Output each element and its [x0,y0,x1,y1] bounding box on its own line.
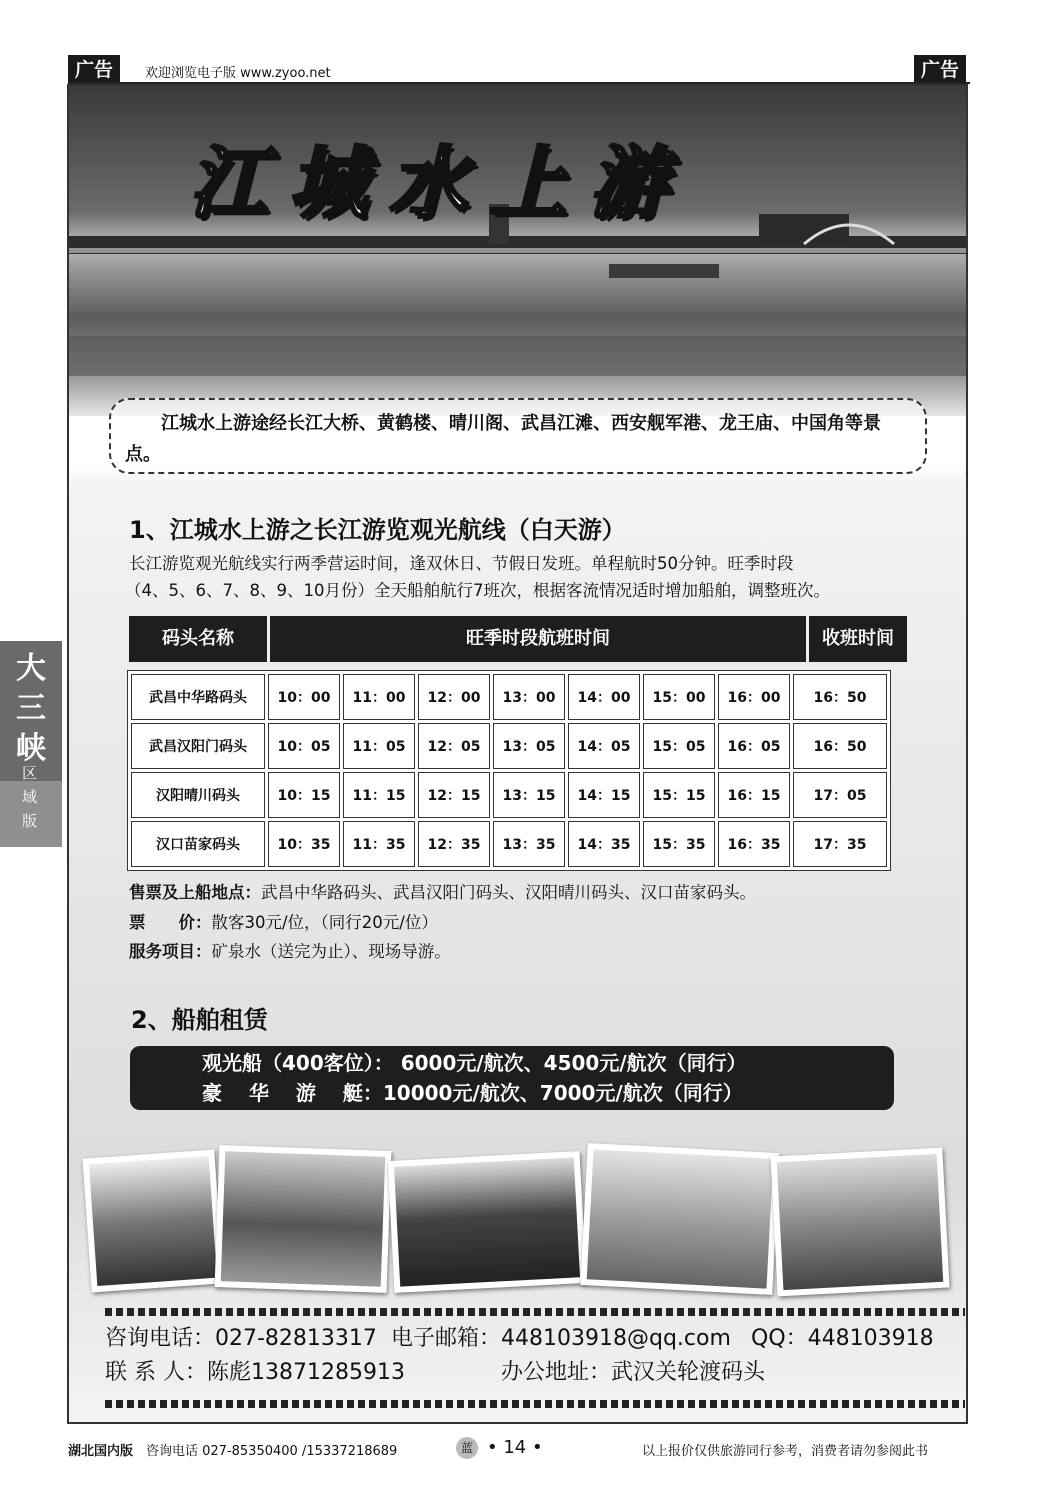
footer-disclaimer: 以上报价仅供旅游同行参考，消费者请勿参阅此书 [642,1444,929,1459]
pier-name-cell: 武昌中华路码头 [131,674,265,720]
departure-time-cell: 12：05 [418,723,490,769]
intro-box [109,398,927,474]
table-row [131,674,887,720]
price-info [129,908,438,937]
departure-time-cell: 11：00 [343,674,415,720]
departure-time-cell: 10：15 [268,772,340,818]
contact-person: 联 系 人：陈彪13871285913 [105,1360,405,1385]
departure-time-cell: 13：35 [493,821,565,867]
pier-name-cell: 汉口苗家码头 [131,821,265,867]
river-aerial-photo [770,1148,949,1297]
side-tab-char-1: 区 [22,764,38,782]
side-tab-char-3: 版 [22,812,38,830]
welcome-text: 欢迎浏览电子版 www.zyoo.net [145,66,331,81]
departure-time-cell: 15：35 [643,821,715,867]
col-header-times: 旺季时段航班时间 [270,616,806,662]
ticket-info [129,878,756,907]
departure-time-cell: 14：15 [568,772,640,818]
footer-phone: 咨询电话 027-85350400 /15337218689 [146,1444,398,1459]
departure-time-cell: 12：00 [418,674,490,720]
departure-time-cell: 14：00 [568,674,640,720]
warship-photo [580,1143,779,1295]
pier-name-cell: 汉阳晴川码头 [131,772,265,818]
footer-edition: 湖北国内版 [68,1444,134,1459]
rental-line-2: 豪 华 游 艇：10000元/航次、7000元/航次（同行） [202,1081,743,1105]
yellow-crane-tower-photo [82,1150,223,1293]
service-label: 服务项目： [129,942,212,961]
intro-text: 江城水上游途经长江大桥、黄鹤楼、晴川阁、武昌江滩、西安舰军港、龙王庙、中国角等景点。 [125,413,881,465]
pier-name-cell: 武昌汉阳门码头 [131,723,265,769]
contact-phone: 咨询电话：027-82813317 [105,1326,377,1351]
departure-time-cell: 11：15 [343,772,415,818]
last-departure-cell: 16：50 [793,723,887,769]
ad-label-right: 广告 [914,55,966,85]
side-tab [0,641,62,847]
departure-time-cell: 10：00 [268,674,340,720]
schedule-grid [128,671,890,870]
departure-time-cell: 16：00 [718,674,790,720]
rental-price-box [130,1046,894,1110]
departure-time-cell: 15：00 [643,674,715,720]
side-tab-char-2: 域 [22,788,38,806]
departure-time-cell: 12：15 [418,772,490,818]
col-header-last: 收班时间 [809,616,907,662]
ticket-value: 武昌中华路码头、武昌汉阳门码头、汉阳晴川码头、汉口苗家码头。 [261,883,756,902]
dotted-divider-bottom [105,1400,965,1408]
dotted-divider-top [105,1308,965,1316]
table-row [131,772,887,818]
contact-address: 办公地址：武汉关轮渡码头 [501,1360,766,1385]
page-number: • 14 • [487,1437,543,1458]
departure-time-cell: 15：05 [643,723,715,769]
section1-desc-line1: 长江游览观光航线实行两季营运时间，逢双休日、节假日发班。单程航时50分钟。旺季时段 [129,554,794,573]
departure-time-cell: 11：35 [343,821,415,867]
ticket-label: 售票及上船地点： [129,883,261,902]
schedule-table [127,670,891,871]
price-label: 票 价： [129,913,212,932]
table-row [131,723,887,769]
rental-line-1: 观光船（400客位）： 6000元/航次、4500元/航次（同行） [202,1051,747,1075]
section1-heading: 1、江城水上游之长江游览观光航线（白天游） [129,516,626,544]
departure-time-cell: 13：00 [493,674,565,720]
section2-heading: 2、船舶租赁 [131,1006,268,1034]
page-badge: 蓝 [456,1437,478,1459]
departure-time-cell: 16：15 [718,772,790,818]
ad-frame [67,84,968,1424]
yangtze-bridge-photo [215,1145,392,1293]
side-tab-title: 大三峡 [16,651,46,766]
departure-time-cell: 12：35 [418,821,490,867]
departure-time-cell: 13：15 [493,772,565,818]
main-title: 江城水上游 [189,139,690,229]
service-info [129,937,451,966]
contact-email: 电子邮箱：448103918@qq.com [391,1326,731,1351]
qingchuan-pavilion-photo [388,1151,587,1293]
departure-time-cell: 14：05 [568,723,640,769]
col-header-pier: 码头名称 [129,616,267,662]
ad-label-left: 广告 [68,55,120,85]
last-departure-cell: 16：50 [793,674,887,720]
last-departure-cell: 17：35 [793,821,887,867]
departure-time-cell: 14：35 [568,821,640,867]
price-value: 散客30元/位，（同行20元/位） [211,913,438,932]
contact-qq: QQ：448103918 [751,1326,934,1351]
departure-time-cell: 10：05 [268,723,340,769]
table-row [131,821,887,867]
departure-time-cell: 16：35 [718,821,790,867]
departure-time-cell: 15：15 [643,772,715,818]
departure-time-cell: 10：35 [268,821,340,867]
last-departure-cell: 17：05 [793,772,887,818]
section1-desc-line2: （4、5、6、7、8、9、10月份）全天船舶航行7班次，根据客流情况适时增加船舶，调整班次。 [125,581,830,600]
service-value: 矿泉水（送完为止）、现场导游。 [211,942,451,961]
departure-time-cell: 11：05 [343,723,415,769]
departure-time-cell: 16：05 [718,723,790,769]
departure-time-cell: 13：05 [493,723,565,769]
